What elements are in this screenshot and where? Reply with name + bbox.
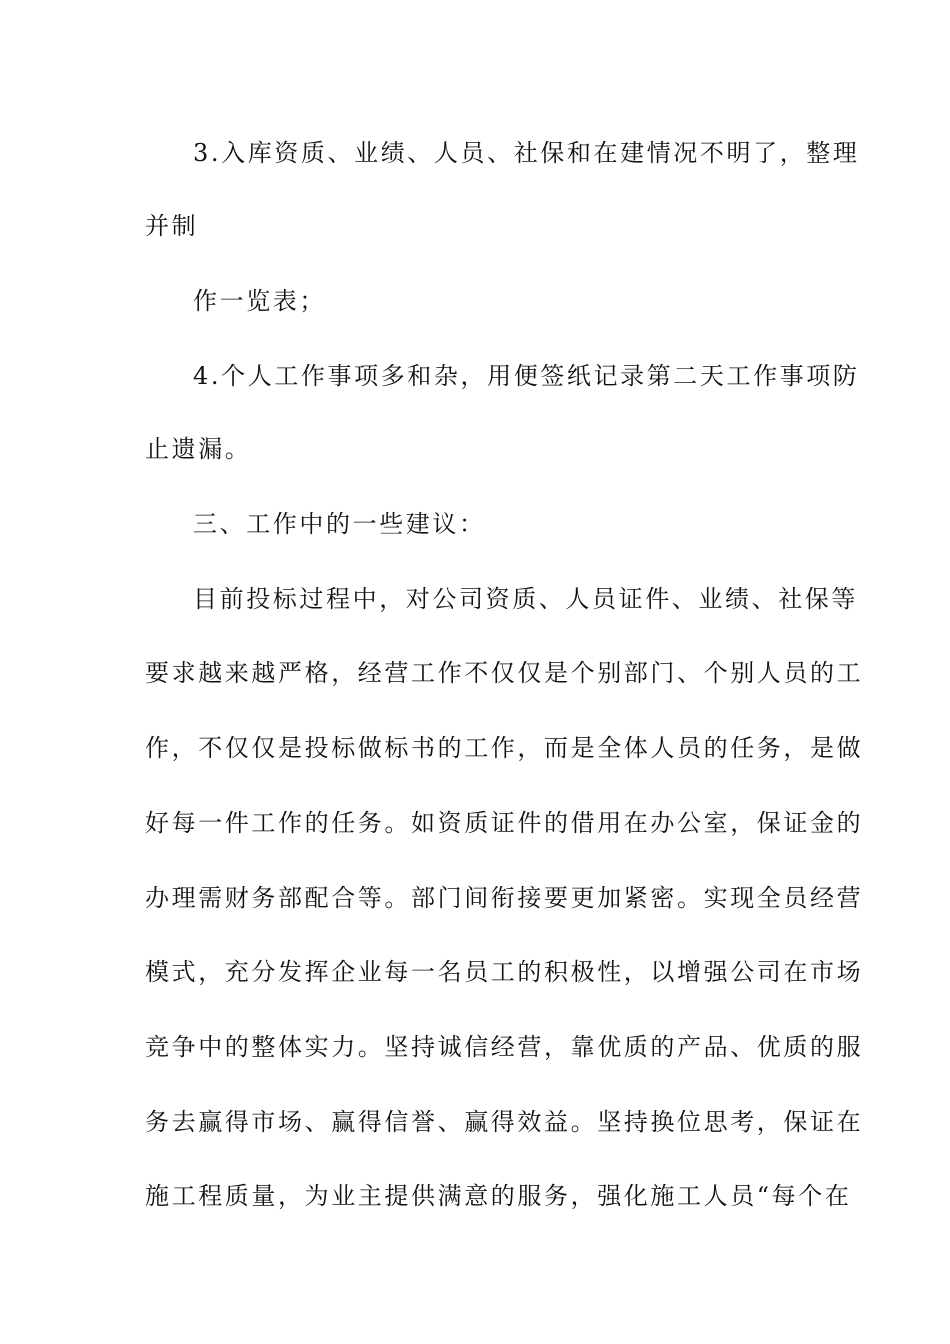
paragraph-line: 目前投标过程中，对公司资质、人员证件、业绩、社保等 (193, 585, 858, 613)
paragraph-line: 好每一件工作的任务。如资质证件的借用在办公室，保证金的 (145, 809, 864, 837)
paragraph-line: 务去赢得市场、赢得信誉、赢得效益。坚持换位思考，保证在 (145, 1108, 864, 1136)
paragraph-line-item4-end: 止遗漏。 (145, 435, 252, 463)
paragraph-line-item3-end: 作一览表； (193, 287, 326, 315)
paragraph-line: 施工程质量，为业主提供满意的服务，强化施工人员“每个在 (145, 1182, 852, 1210)
paragraph-line-item4: 4.个人工作事项多和杂，用便签纸记录第二天工作事项防 (193, 362, 860, 390)
paragraph-line: 要求越来越严格，经营工作不仅仅是个别部门、个别人员的工 (145, 659, 864, 687)
paragraph-line: 办理需财务部配合等。部门间衔接要更加紧密。实现全员经营 (145, 884, 864, 912)
paragraph-line-item3-cont: 并制 (145, 212, 199, 240)
section-heading: 三、工作中的一些建议： (193, 510, 486, 538)
paragraph-line-item3: 3.入库资质、业绩、人员、社保和在建情况不明了，整理 (193, 139, 860, 167)
paragraph-line: 模式，充分发挥企业每一名员工的积极性，以增强公司在市场 (145, 958, 864, 986)
paragraph-line: 竞争中的整体实力。坚持诚信经营，靠优质的产品、优质的服 (145, 1033, 864, 1061)
paragraph-line: 作，不仅仅是投标做标书的工作，而是全体人员的任务，是做 (145, 734, 864, 762)
